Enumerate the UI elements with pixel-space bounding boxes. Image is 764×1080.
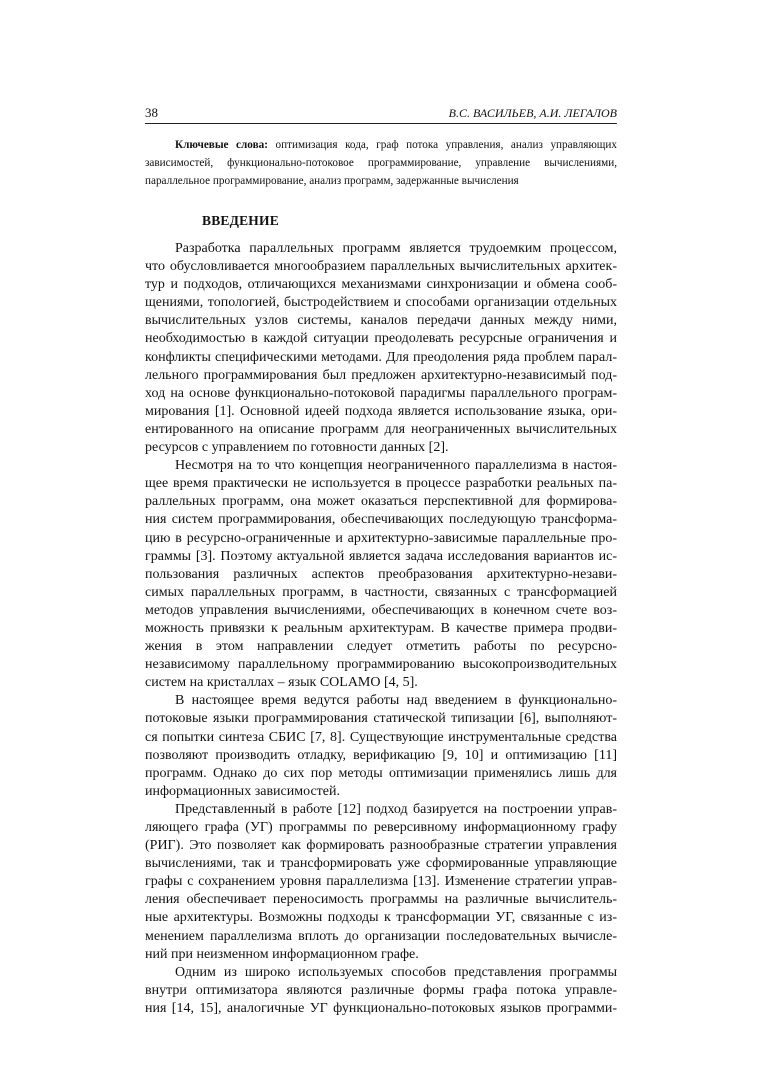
text-line: ся попытки синтеза СБИС [7, 8]. Существующие инструментальные средства [145, 729, 617, 745]
header-divider [145, 123, 617, 124]
paragraph [145, 964, 617, 1018]
text-line: ентированного на описание программ для неограниченных вычислительных [145, 421, 617, 437]
text-line: графы с сохранением уровня параллелизма [13]. Изменение стратегии управ- [145, 874, 617, 890]
text-line: ний при неизменном информационном графе. [145, 946, 419, 962]
keywords-text: оптимизация кода, граф потока управления, анализ управляющих зависимостей, функционально-потоковое программирование, управление вычислениями, параллельное программирование, анализ программ, задержанные вычисления [145, 139, 617, 187]
text-line: щениями, топологией, быстродействием и способами организации отдельных [145, 295, 617, 311]
text-line: В настоящее время ведутся работы над введением в функционально- [175, 693, 617, 709]
paragraph [145, 240, 617, 457]
keywords-block [145, 136, 617, 190]
text-line: позволяют производить отладку, верификацию [9, 10] и оптимизацию [11] [145, 747, 617, 763]
text-line: ния [14, 15], аналогичные УГ функционально-потоковых языков программи- [145, 1000, 617, 1016]
text-line: потоковые языки программирования статической типизации [6], выполняют- [145, 711, 617, 727]
keywords-label: Ключевые слова: [175, 139, 268, 151]
text-line: конфликты специфическими методами. Для преодоления ряда проблем парал- [145, 349, 617, 365]
text-line: независимому параллельному программированию высокопроизводительных [145, 657, 617, 673]
text-line: методов управления вычислениями, обеспечивающих в конечном счете воз- [145, 602, 617, 618]
text-line: мирования [1]. Основной идеей подхода является использование языка, ори- [145, 403, 617, 419]
text-line: лельного программирования был предложен архитектурно-независимый под- [145, 367, 617, 383]
text-line: программ. Однако до сих пор методы оптимизации применялись лишь для [145, 765, 617, 781]
text-line: ния систем программирования, обеспечивающих последующую трансформа- [145, 512, 617, 528]
text-line: что обусловливается многообразием параллельных вычислительных архитек- [145, 259, 617, 275]
paragraph [145, 457, 617, 692]
text-line: жения в этом направлении следует отметить работы по ресурсно- [145, 639, 617, 655]
text-line: Несмотря на то что концепция неограниченного параллелизма в настоя- [175, 458, 617, 474]
section-title: ВВЕДЕНИЕ [202, 213, 279, 228]
text-line: (РИГ). Это позволяет как формировать разнообразные стратегии управления [145, 838, 617, 854]
text-line: систем на кристаллах – язык COLAMO [4, 5]. [145, 675, 418, 691]
text-line: симых параллельных программ, в частности, связанных с трансформацией [145, 584, 617, 600]
text-line: пользования различных аспектов преобразования архитектурно-незави- [145, 566, 617, 582]
text-line: ляющего графа (УГ) программы по реверсивному информационному графу [145, 820, 617, 835]
text-line: цию в ресурсно-ограниченные и архитектурно-зависимые параллельные про- [145, 530, 617, 546]
text-line: Одним из широко используемых способов представления программы [175, 964, 617, 980]
text-line: ления обеспечивает переносимость программы на различные вычислитель- [145, 892, 617, 908]
text-line: менением параллелизма вплоть до организации последовательных вычисле- [145, 928, 617, 944]
text-line: Представленный в работе [12] подход базируется на построении управ- [175, 801, 617, 817]
text-line: щее время практически не используется в процессе разработки реальных па- [145, 476, 617, 492]
text-line: вычислительных узлов системы, каналов передачи данных между ними, [145, 313, 617, 329]
text-line: необходимостью в каждой ситуации преодолевать ресурсные ограничения и [145, 331, 617, 347]
text-line: тур и подходов, отличающихся механизмами синхронизации и обмена сооб- [145, 277, 617, 293]
body-text [145, 240, 617, 1018]
text-line: внутри оптимизатора являются различные формы графа потока управле- [145, 982, 617, 998]
page-number: 38 [145, 105, 158, 120]
page-header [145, 104, 617, 122]
text-line: раллельных программ, она может оказаться перспективной для формирова- [145, 494, 617, 510]
running-head-authors: В.С. ВАСИЛЬЕВ, А.И. ЛЕГАЛОВ [448, 106, 617, 120]
text-line: граммы [3]. Поэтому актуальной является задача исследования вариантов ис- [145, 548, 617, 564]
text-line: ход на основе функционально-потоковой парадигмы параллельного програм- [145, 385, 617, 401]
text-line: вычислениями, так и трансформировать уже сформированные управляющие [145, 856, 617, 872]
text-line: Разработка параллельных программ является трудоемким процессом, [175, 241, 617, 256]
paragraph [145, 801, 617, 964]
text-line: можность привязки к реальным архитектурам. В качестве примера продви- [145, 620, 617, 636]
paragraph [145, 692, 617, 801]
text-line: ные архитектуры. Возможны подходы к трансформации УГ, связанные с из- [145, 910, 617, 926]
text-line: ресурсов с управлением по готовности данных [2]. [145, 440, 449, 456]
text-line: информационных зависимостей. [145, 783, 340, 799]
